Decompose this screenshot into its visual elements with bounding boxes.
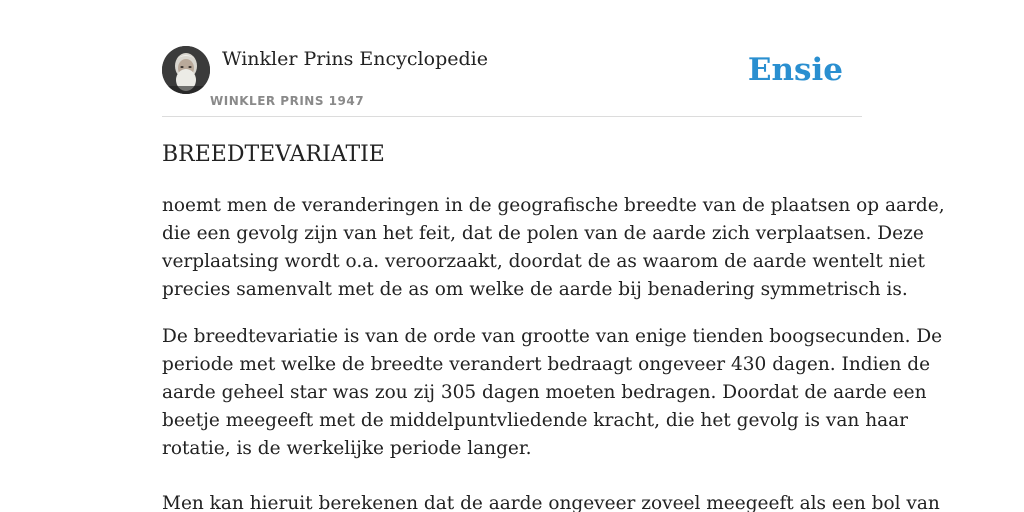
paragraph-line: die een gevolg zijn van het feit, dat de polen van de aarde zich verplaatsen. Deze xyxy=(162,223,924,244)
paragraph-line: verplaatsing wordt o.a. veroorzaakt, doordat de as waarom de aarde wentelt niet xyxy=(162,251,925,272)
paragraph-line: Men kan hieruit berekenen dat de aarde ongeveer zoveel meegeeft als een bol van xyxy=(162,493,940,512)
paragraph-line: periode met welke de breedte verandert bedraagt ongeveer 430 dagen. Indien de xyxy=(162,354,931,375)
paragraph-line: precies samenvalt met de as om welke de aarde bij benadering symmetrisch is. xyxy=(162,279,908,300)
article-title: BREEDTEVARIATIE xyxy=(162,142,385,167)
ensie-logo[interactable]: Ensie xyxy=(747,52,843,88)
paragraph-line: rotatie, is de werkelijke periode langer. xyxy=(162,438,532,459)
site-name-link[interactable]: Winkler Prins Encyclopedie xyxy=(222,48,488,70)
portrait-image xyxy=(162,46,210,94)
paragraph-1 xyxy=(162,192,945,304)
site-header xyxy=(162,46,862,117)
paragraph-line: De breedtevariatie is van de orde van grootte van enige tienden boogsecunden. De xyxy=(162,326,943,347)
paragraph-line: aarde geheel star was zou zij 305 dagen moeten bedragen. Doordat de aarde een xyxy=(162,382,927,403)
paragraph-2 xyxy=(162,323,943,463)
author-avatar[interactable] xyxy=(162,46,210,94)
paragraph-line: beetje meegeeft met de middelpuntvliedende kracht, die het gevolg is van haar xyxy=(162,410,909,431)
paragraph-line: noemt men de veranderingen in de geografische breedte van de plaatsen op aarde, xyxy=(162,195,945,216)
article-body xyxy=(162,192,945,512)
edition-label[interactable]: WINKLER PRINS 1947 xyxy=(210,94,365,108)
paragraph-3 xyxy=(162,490,940,512)
